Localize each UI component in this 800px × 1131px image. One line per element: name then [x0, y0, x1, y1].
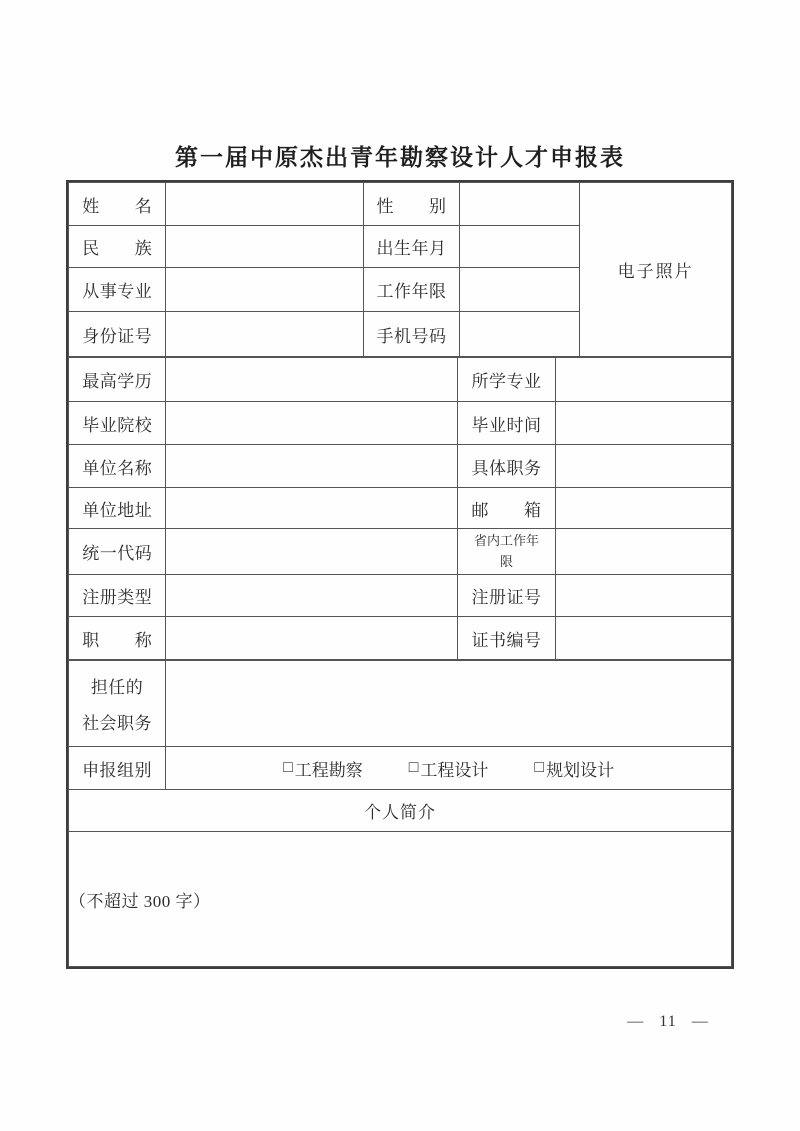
field-value-profession	[166, 268, 364, 312]
field-label-employer-name: 单位名称	[69, 445, 166, 488]
table-row	[69, 832, 732, 967]
field-value-social-duty	[166, 661, 732, 747]
field-value-id-number	[166, 312, 364, 357]
option-engineering-survey	[283, 756, 363, 781]
field-label-registration-number: 注册证号	[457, 575, 555, 617]
bottom-section	[68, 660, 732, 967]
field-value-gender	[459, 183, 580, 226]
field-value-employer-address	[166, 488, 457, 529]
table-row	[69, 747, 732, 790]
field-value-registration-number	[556, 575, 732, 617]
option-planning-design	[534, 756, 614, 781]
field-value-phone	[459, 312, 580, 357]
field-label-major: 所学专业	[457, 358, 555, 402]
table-row	[69, 529, 732, 575]
field-label-work-years: 工作年限	[364, 268, 459, 312]
field-value-graduation-date	[556, 402, 732, 445]
field-value-major	[556, 358, 732, 402]
field-label-graduate-school: 毕业院校	[69, 402, 166, 445]
field-value-name	[166, 183, 364, 226]
option-engineering-survey-label: 工程勘察	[294, 760, 363, 780]
field-label-gender: 性 别	[364, 183, 459, 226]
photo-placeholder-cell: 电子照片	[580, 183, 732, 357]
field-label-birth-date: 出生年月	[364, 226, 459, 268]
form-title: 第一届中原杰出青年勘察设计人才申报表	[175, 144, 625, 170]
field-value-position	[556, 445, 732, 488]
option-engineering-design	[409, 756, 489, 781]
table-row	[69, 575, 732, 617]
checkbox-icon: □	[534, 759, 545, 776]
table-row	[69, 183, 732, 226]
table-row	[69, 402, 732, 445]
field-value-ethnicity	[166, 226, 364, 268]
table-row	[69, 488, 732, 529]
table-row	[69, 790, 732, 832]
option-planning-design-label: 规划设计	[546, 760, 615, 780]
page-number: — 11 —	[627, 1013, 709, 1030]
field-value-birth-date	[459, 226, 580, 268]
field-label-email: 邮 箱	[457, 488, 555, 529]
field-label-certificate-number: 证书编号	[457, 617, 555, 660]
application-group-options	[166, 756, 731, 781]
field-value-unified-code	[166, 529, 457, 575]
social-duty-label	[69, 661, 165, 746]
table-row	[69, 358, 732, 402]
field-value-employer-name	[166, 445, 457, 488]
field-label-name: 姓 名	[69, 183, 166, 226]
field-label-position: 具体职务	[457, 445, 555, 488]
field-label-registration-type: 注册类型	[69, 575, 166, 617]
profile-content-cell: （不超过 300 字）	[69, 832, 732, 967]
field-value-graduate-school	[166, 402, 457, 445]
option-engineering-design-label: 工程设计	[420, 760, 489, 780]
field-value-certificate-number	[556, 617, 732, 660]
table-row	[69, 445, 732, 488]
basic-info-section	[68, 182, 732, 357]
field-label-application-group: 申报组别	[69, 747, 166, 790]
field-label-ethnicity: 民 族	[69, 226, 166, 268]
table-row	[69, 661, 732, 747]
application-form-table	[66, 180, 734, 969]
checkbox-icon: □	[283, 759, 293, 776]
field-label-province-work-years	[457, 529, 555, 575]
profile-section-header: 个人简介	[69, 790, 732, 832]
field-label-profession: 从事专业	[69, 268, 166, 312]
field-label-job-title: 职 称	[69, 617, 166, 660]
field-value-job-title	[166, 617, 457, 660]
field-value-highest-education	[166, 358, 457, 402]
social-duty-label-line1: 担任的	[90, 677, 144, 697]
checkbox-icon: □	[408, 759, 419, 776]
field-value-work-years	[459, 268, 580, 312]
field-label-highest-education: 最高学历	[69, 358, 166, 402]
field-label-province-work-years-text: 省内工作年限	[473, 533, 539, 569]
detail-info-section	[68, 357, 732, 660]
application-group-options-cell	[166, 747, 732, 790]
field-label-unified-code: 统一代码	[69, 529, 166, 575]
field-value-registration-type	[166, 575, 457, 617]
social-duty-label-line2: 社会职务	[82, 714, 153, 734]
table-row	[69, 617, 732, 660]
field-label-phone: 手机号码	[364, 312, 459, 357]
field-value-province-work-years	[556, 529, 732, 575]
field-label-employer-address: 单位地址	[69, 488, 166, 529]
field-label-social-duty	[69, 661, 166, 747]
field-label-graduation-date: 毕业时间	[457, 402, 555, 445]
field-value-email	[556, 488, 732, 529]
field-label-id-number: 身份证号	[69, 312, 166, 357]
